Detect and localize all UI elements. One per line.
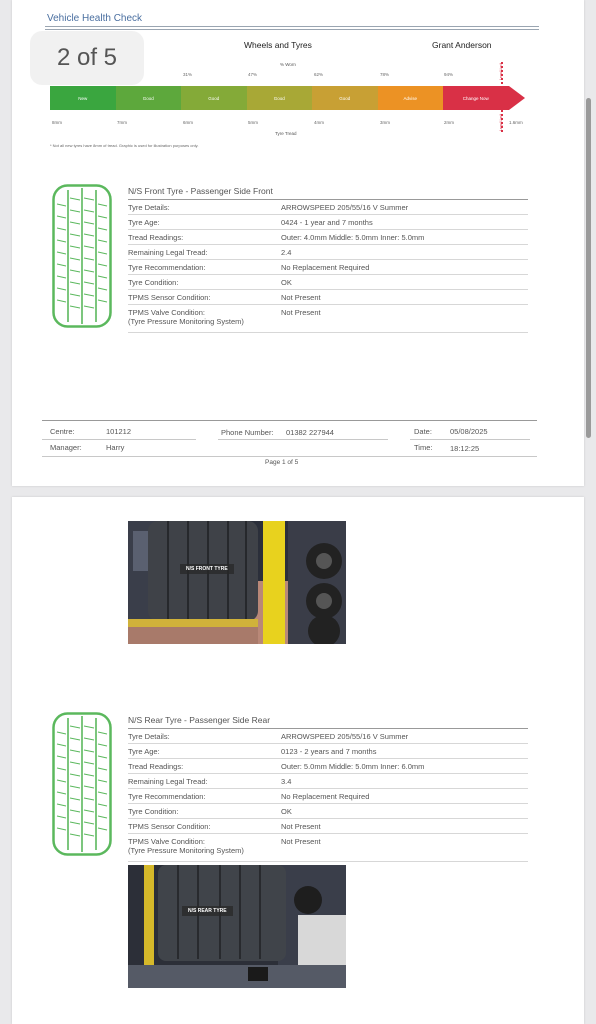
row-label: Tread Readings: <box>128 233 184 242</box>
page-number: Page 1 of 5 <box>265 459 299 466</box>
tyre-detail-row <box>128 819 528 834</box>
legal-limit-text: Legal Limit <box>499 63 503 80</box>
tread-segment: Good <box>116 86 182 110</box>
mm-label: 6mm <box>183 120 193 125</box>
manager-value: Harry <box>106 443 125 452</box>
mm-label: 3mm <box>380 120 390 125</box>
row-label: Tyre Condition: <box>128 807 179 816</box>
mm-label: 5mm <box>248 120 258 125</box>
tyre-detail-row <box>128 729 528 744</box>
front-tyre-details <box>128 186 528 333</box>
date-value: 05/08/2025 <box>450 427 488 436</box>
row-value: 0424 - 1 year and 7 months <box>281 218 373 227</box>
row-value: 2.4 <box>281 248 292 257</box>
tyre-detail-row <box>128 230 528 245</box>
tread-segment: Good <box>181 86 247 110</box>
tyre-detail-row <box>128 215 528 230</box>
footer-line <box>42 439 196 440</box>
title-rule <box>45 26 539 27</box>
tyre-tread-icon <box>52 184 112 333</box>
phone-label: Phone Number: <box>221 428 274 437</box>
row-value: Outer: 5.0mm Middle: 5.0mm Inner: 6.0mm <box>281 762 425 771</box>
tread-segment: Change Now <box>443 86 509 110</box>
tread-segment: Good <box>247 86 313 110</box>
tread-segment: Advise <box>378 86 444 110</box>
rear-tyre-photo <box>128 865 346 988</box>
row-label: Tyre Recommendation: <box>128 792 206 801</box>
report-title: Vehicle Health Check <box>47 13 143 24</box>
tyre-detail-row <box>128 789 528 804</box>
percent-label: 94% <box>444 72 454 77</box>
tread-scale-bar <box>50 86 525 110</box>
tyre-detail-row <box>128 275 528 290</box>
front-tyre-photo <box>128 521 346 644</box>
scrollbar[interactable] <box>586 98 591 438</box>
time-value: 18:12:25 <box>450 444 480 453</box>
row-value: No Replacement Required <box>281 792 370 801</box>
rear-tyre-details <box>128 715 528 862</box>
time-label: Time: <box>414 443 433 452</box>
tyre-tread-caption: Tyre Tread <box>275 131 297 136</box>
percent-label: 78% <box>380 72 390 77</box>
row-label-line: TPMS Valve Condition: <box>128 308 205 317</box>
row-label: Tyre Recommendation: <box>128 263 206 272</box>
row-label: Remaining Legal Tread: <box>128 248 208 257</box>
footer-line <box>410 439 530 440</box>
mm-label: 8mm <box>52 120 62 125</box>
date-label: Date: <box>414 427 432 436</box>
row-value: No Replacement Required <box>281 263 370 272</box>
photo-label: N/S FRONT TYRE <box>180 564 234 574</box>
row-value: Not Present <box>281 837 321 846</box>
row-label: Tyre Condition: <box>128 278 179 287</box>
tyre-detail-row <box>128 759 528 774</box>
row-label: Tyre Age: <box>128 218 160 227</box>
phone-value: 01382 227944 <box>286 428 334 437</box>
tyre-detail-row <box>128 290 528 305</box>
row-value: Outer: 4.0mm Middle: 5.0mm Inner: 5.0mm <box>281 233 425 242</box>
page-indicator: 2 of 5 <box>30 31 144 85</box>
tyre-heading: N/S Front Tyre - Passenger Side Front <box>128 186 528 200</box>
tyre-heading: N/S Rear Tyre - Passenger Side Rear <box>128 715 528 729</box>
footer-rule-bottom <box>42 456 537 457</box>
row-label <box>128 837 281 855</box>
row-value: Not Present <box>281 308 321 317</box>
title-rule-2 <box>45 29 539 30</box>
row-label: TPMS Sensor Condition: <box>128 293 211 302</box>
tyre-detail-row <box>128 305 528 333</box>
scale-footnote: * Not all new tyres have 8mm of tread. Graphic is used for illustration purposes only. <box>50 143 199 148</box>
row-value: Not Present <box>281 822 321 831</box>
tyre-detail-row <box>128 744 528 759</box>
tread-arrow-head <box>509 86 525 110</box>
tread-segment: New <box>50 86 116 110</box>
row-value: ARROWSPEED 205/55/16 V Summer <box>281 203 409 212</box>
mm-label: 2mm <box>444 120 454 125</box>
footer-rule <box>42 420 537 421</box>
tyre-tread-icon <box>52 712 112 861</box>
customer-name: Grant Anderson <box>432 40 492 50</box>
row-label-line: TPMS Valve Condition: <box>128 837 205 846</box>
tread-segment: Good <box>312 86 378 110</box>
percent-label: 31% <box>183 72 193 77</box>
row-label: Tread Readings: <box>128 762 184 771</box>
row-value: Not Present <box>281 293 321 302</box>
photo-label: N/S REAR TYRE <box>182 906 233 916</box>
mm-label: 4mm <box>314 120 324 125</box>
row-label: Tyre Details: <box>128 732 170 741</box>
tyre-detail-row <box>128 200 528 215</box>
centre-value: 101212 <box>106 427 132 436</box>
row-value: OK <box>281 807 292 816</box>
row-label: Remaining Legal Tread: <box>128 777 208 786</box>
row-value: OK <box>281 278 292 287</box>
tyre-detail-row <box>128 774 528 789</box>
row-label: Tyre Details: <box>128 203 170 212</box>
row-label: Tyre Age: <box>128 747 160 756</box>
tyre-detail-row <box>128 834 528 862</box>
percent-label: 62% <box>314 72 324 77</box>
tyre-detail-row <box>128 804 528 819</box>
percent-label: 47% <box>248 72 258 77</box>
manager-label: Manager: <box>50 443 82 452</box>
row-label: TPMS Sensor Condition: <box>128 822 211 831</box>
section-title: Wheels and Tyres <box>244 40 312 50</box>
legal-limit-text: Legal Limit <box>499 114 503 131</box>
mm-label: 7mm <box>117 120 127 125</box>
footer-line <box>218 439 388 440</box>
row-value: 0123 - 2 years and 7 months <box>281 747 377 756</box>
tyre-detail-row <box>128 245 528 260</box>
row-label <box>128 308 281 326</box>
row-value: 3.4 <box>281 777 292 786</box>
tyre-detail-row <box>128 260 528 275</box>
row-label-sub: (Tyre Pressure Monitoring System) <box>128 846 244 855</box>
row-value: ARROWSPEED 205/55/16 V Summer <box>281 732 409 741</box>
report-page-2 <box>12 497 584 1024</box>
row-label-sub: (Tyre Pressure Monitoring System) <box>128 317 244 326</box>
mm-label: 1.6mm <box>509 120 523 125</box>
centre-label: Centre: <box>50 427 75 436</box>
percent-worn-caption: % Worn <box>280 62 296 67</box>
